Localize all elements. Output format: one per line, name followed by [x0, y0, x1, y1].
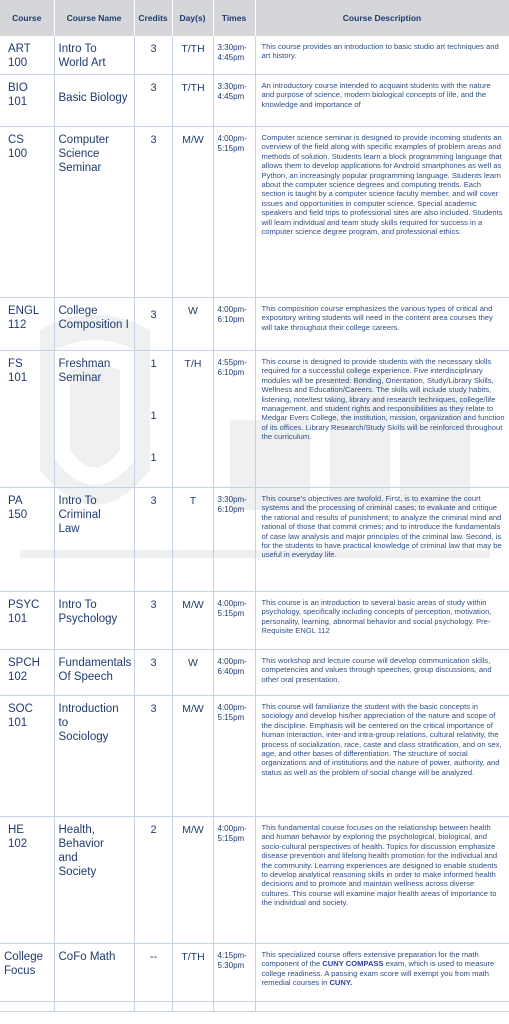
course-credits: 3	[134, 75, 172, 127]
table-row	[0, 298, 509, 351]
course-days: T/TH	[172, 36, 213, 75]
course-code: CS 100	[0, 127, 54, 298]
course-code: ENGL 112	[0, 298, 54, 351]
course-days: M/W	[172, 592, 213, 650]
table-row	[0, 696, 509, 817]
course-credits: 3	[134, 127, 172, 298]
course-days: W	[172, 650, 213, 696]
table-row	[0, 127, 509, 298]
course-days: T	[172, 488, 213, 592]
table-row	[0, 351, 509, 488]
course-name: Introduction to Sociology	[54, 696, 134, 817]
course-times: 4:15pm- 5:30pm	[213, 944, 255, 1002]
course-code: PA 150	[0, 488, 54, 592]
course-credits: 3	[134, 650, 172, 696]
course-days: W	[172, 298, 213, 351]
course-code: HE 102	[0, 817, 54, 944]
course-name: Computer Science Seminar	[54, 127, 134, 298]
course-description: This course is designed to provide students with the necessary skills required for a successful college experience. Five interdisciplinary modules will be presented: Bonding, Orientation, Study/Library Skills, Wellness and Education/Careers. The skills will include study habits, listening, note/test taking, library and research techniques, college/life management, and student rights and responsibilities as they relate to Medgar Evers College, the institution, mission, organization and function of its offices. Library Research/Study Skills will be reinforced throughout the curriculum.	[255, 351, 509, 488]
course-description: This course is an introduction to several basic areas of study within psychology, specifically including concepts of perception, motivation, personality, learning, abnormal behavior and social psychology. Pre-Requisite ENGL 112	[255, 592, 509, 650]
course-times: 4:00pm- 6:40pm	[213, 650, 255, 696]
course-credits: 2	[134, 817, 172, 944]
course-description: Computer science seminar is designed to provide incoming students an overview of the field along with specific examples of problem areas and methods of solution. Students learn a block programming language that allows them to develop applications for Android smartphones as well as Python, an increasingly popular programming language. Students learn about the computer science degrees and computing trends. Each section is taught by a computer science faculty member, and will cover issues and opportunities in computer science. Special academic speakers and field trips to professional sites are also included. Students will learn individual and team study skills required for success in a computer science degree program, and professional ethics.	[255, 127, 509, 298]
course-days: M/W	[172, 127, 213, 298]
desc-text: This specialized course offers extensive preparation for the math component of the	[261, 950, 479, 969]
course-times: 4:55pm- 6:10pm	[213, 351, 255, 488]
course-name: Freshman Seminar	[54, 351, 134, 488]
course-credits: --	[134, 944, 172, 1002]
course-times: 4:00pm- 5:15pm	[213, 696, 255, 817]
desc-text: exam, which is used to measure college readiness. A passing exam score will exempt you from math remedial courses in	[261, 959, 495, 988]
course-name: Basic Biology	[54, 75, 134, 127]
course-description	[255, 944, 509, 1002]
course-days: T/TH	[172, 944, 213, 1002]
course-times: 4:00pm- 6:10pm	[213, 298, 255, 351]
table-row	[0, 592, 509, 650]
table-row	[0, 36, 509, 75]
course-times: 4:00pm- 5:15pm	[213, 817, 255, 944]
course-days: M/W	[172, 696, 213, 817]
course-code: BIO 101	[0, 75, 54, 127]
course-description: This course will familiarize the student with the basic concepts in sociology and develop his/her appreciation of the nature and scope of the discipline. Emphasis will be centered on the critical importance of human interaction, inter-and intra-group relations, cultural relativity, the process of socialization, race, caste and class stratification, and on sex, age, and other bases of differentiation. The structure of social organizations and of institutions and the nature of power, authority, and status as well as the problem of social change will be analyzed.	[255, 696, 509, 817]
course-code: College Focus	[0, 944, 54, 1002]
credit-value: 1	[150, 452, 157, 464]
course-code: FS 101	[0, 351, 54, 488]
course-name: College Composition I	[54, 298, 134, 351]
header-credits: Credits	[134, 0, 172, 36]
course-description: This workshop and lecture course will develop communication skills, competencies and values through speeches, group discussions, and other oral presentation.	[255, 650, 509, 696]
desc-emphasis: CUNY COMPASS	[322, 959, 384, 969]
course-credits: 3	[134, 696, 172, 817]
course-description: This fundamental course focuses on the relationship between health and human behavior by exploring the psychological, biological, and socio-cultural perspectives of health. Topics for discussion emphasize disease prevention and lifelong health promotion for the individual and the community. Learning experiences are designed to enable students to develop analytical reasoning skills in order to make informed health decisions and to promote and maintain wellness across diverse cultures. This course will examine major health areas of importance to the individual and society.	[255, 817, 509, 944]
course-credits: 3	[134, 298, 172, 351]
table-row	[0, 817, 509, 944]
course-name: Health, Behavior and Society	[54, 817, 134, 944]
course-name: Fundamentals Of Speech	[54, 650, 134, 696]
course-days: T/TH	[172, 75, 213, 127]
course-days: T/H	[172, 351, 213, 488]
table-row	[0, 488, 509, 592]
table-row	[0, 75, 509, 127]
header-description: Course Description	[255, 0, 509, 36]
course-code: SPCH 102	[0, 650, 54, 696]
course-code: PSYC 101	[0, 592, 54, 650]
course-code: ART 100	[0, 36, 54, 75]
course-days: M/W	[172, 817, 213, 944]
table-row-empty	[0, 1002, 509, 1012]
course-name: Intro To World Art	[54, 36, 134, 75]
course-description: This course provides an introduction to basic studio art techniques and art history.	[255, 36, 509, 75]
course-description: An introductory course intended to acquaint students with the nature and purpose of science, modern biological concepts of life, and the knowledge and importance of	[255, 75, 509, 127]
course-name: Intro To Psychology	[54, 592, 134, 650]
table-header-row	[0, 0, 509, 36]
credit-value: 1	[150, 358, 157, 370]
course-credits: 3	[134, 488, 172, 592]
course-times: 3:30pm- 6:10pm	[213, 488, 255, 592]
header-times: Times	[213, 0, 255, 36]
header-course-name: Course Name	[54, 0, 134, 36]
course-times: 4:00pm- 5:15pm	[213, 127, 255, 298]
course-description: This course's objectives are twofold. First, is to examine the court systems and the processing of criminal cases; to evaluate and critique the rational and results of punishment; to analyze the criminal mind and rational of those that commit crimes; and to introduce the fundamentals of case law analysis and major principles of the criminal law. Second, is for the students to have practical knowledge of criminal law that may be useful in everyday life.	[255, 488, 509, 592]
course-credits	[134, 351, 172, 488]
header-course: Course	[0, 0, 54, 36]
course-credits: 3	[134, 36, 172, 75]
course-credits: 3	[134, 592, 172, 650]
table-row	[0, 944, 509, 1002]
course-times: 3:30pm- 4:45pm	[213, 36, 255, 75]
course-name: Intro To Criminal Law	[54, 488, 134, 592]
desc-emphasis: CUNY.	[329, 978, 353, 988]
credit-value: 1	[150, 410, 157, 422]
table-row	[0, 650, 509, 696]
header-days: Day(s)	[172, 0, 213, 36]
course-code: SOC 101	[0, 696, 54, 817]
course-name: CoFo Math	[54, 944, 134, 1002]
course-times: 3:30pm- 4:45pm	[213, 75, 255, 127]
course-description: This composition course emphasizes the various types of critical and expository writing students will need in the content area courses they will take throughout their college careers.	[255, 298, 509, 351]
course-times: 4:00pm- 5:15pm	[213, 592, 255, 650]
